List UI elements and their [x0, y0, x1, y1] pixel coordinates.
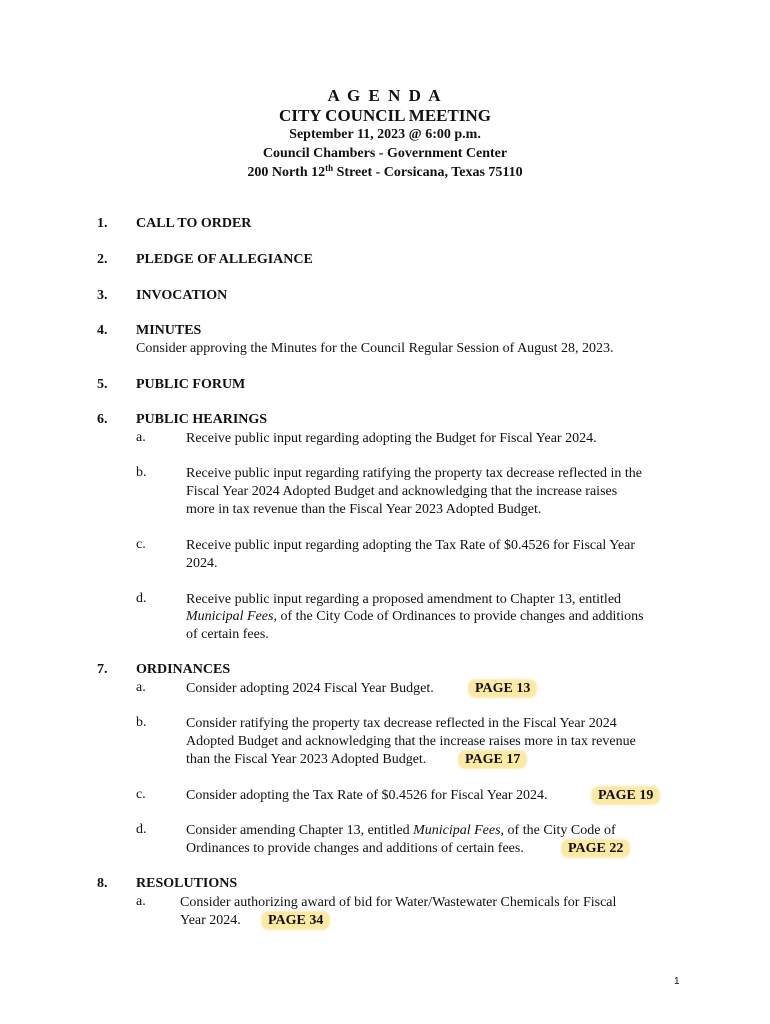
ordinance-a-line1: Consider adopting 2024 Fiscal Year Budget. [186, 681, 434, 696]
ordinance-b-line3: than the Fiscal Year 2023 Adopted Budget. [186, 752, 427, 767]
item-number: 8. [97, 876, 108, 891]
hearing-b-line2: Fiscal Year 2024 Adopted Budget and acknowledging that the increase raises [186, 484, 618, 499]
page-ref-34[interactable]: PAGE 34 [262, 912, 329, 930]
hearing-b-line1: Receive public input regarding ratifying the property tax decrease reflected in the [186, 466, 642, 481]
sub-item-letter: d. [136, 822, 147, 837]
sub-item-letter: a. [136, 680, 146, 695]
hearing-d-line1: Receive public input regarding a proposed amendment to Chapter 13, entitled [186, 592, 622, 607]
item-title-minutes: MINUTES [136, 323, 202, 338]
resolution-a-line2: Year 2024. [180, 913, 241, 928]
agenda-heading: A G E N D A [327, 86, 443, 105]
hearing-c-line1: Receive public input regarding adopting the Tax Rate of $0.4526 for Fiscal Year [186, 538, 635, 553]
item-title-public-forum: PUBLIC FORUM [136, 377, 246, 392]
sub-item-letter: c. [136, 537, 146, 552]
page-ref-19[interactable]: PAGE 19 [592, 787, 659, 805]
item-number: 6. [97, 412, 108, 427]
item-number: 5. [97, 377, 108, 392]
meeting-date: September 11, 2023 @ 6:00 p.m. [289, 127, 481, 142]
item-number: 1. [97, 216, 108, 231]
hearing-c-line2: 2024. [186, 556, 218, 571]
minutes-text: Consider approving the Minutes for the Council Regular Session of August 28, 2023. [136, 341, 614, 356]
page-ref-22[interactable]: PAGE 22 [562, 840, 629, 858]
resolution-a-line1: Consider authorizing award of bid for Water/Wastewater Chemicals for Fiscal [180, 895, 617, 910]
ordinance-c-line1: Consider adopting the Tax Rate of $0.4526 for Fiscal Year 2024. [186, 788, 548, 803]
ordinance-b-line1: Consider ratifying the property tax decrease reflected in the Fiscal Year 2024 [186, 716, 617, 731]
sub-item-letter: d. [136, 591, 147, 606]
ordinance-b-line2: Adopted Budget and acknowledging that the increase raises more in tax revenue [186, 734, 636, 749]
hearing-b-line3: more in tax revenue than the Fiscal Year 2023 Adopted Budget. [186, 502, 542, 517]
item-number: 4. [97, 323, 108, 338]
item-number: 7. [97, 662, 108, 677]
meeting-address: 200 North 12th Street - Corsicana, Texas 75110 [247, 163, 523, 180]
item-title-invocation: INVOCATION [136, 288, 228, 303]
meeting-location: Council Chambers - Government Center [262, 146, 508, 161]
meeting-title: CITY COUNCIL MEETING [279, 106, 491, 125]
page-number: 1 [674, 976, 680, 987]
item-title-ordinances: ORDINANCES [136, 662, 231, 677]
sub-item-letter: b. [136, 715, 147, 730]
hearing-a-text: Receive public input regarding adopting the Budget for Fiscal Year 2024. [186, 431, 597, 446]
item-number: 3. [97, 288, 108, 303]
ordinance-d-line2: Ordinances to provide changes and additions of certain fees. [186, 841, 524, 856]
hearing-d-line3: of certain fees. [186, 627, 269, 642]
ordinance-d-line1: Consider amending Chapter 13, entitled Municipal Fees, of the City Code of [186, 823, 616, 838]
item-title-resolutions: RESOLUTIONS [136, 876, 238, 891]
page-ref-13[interactable]: PAGE 13 [469, 680, 536, 698]
item-title-public-hearings: PUBLIC HEARINGS [136, 412, 268, 427]
hearing-d-line2: Municipal Fees, of the City Code of Ordinances to provide changes and additions [186, 609, 644, 624]
sub-item-letter: a. [136, 894, 146, 909]
page-ref-17[interactable]: PAGE 17 [459, 751, 526, 769]
item-number: 2. [97, 252, 108, 267]
sub-item-letter: c. [136, 787, 146, 802]
item-title-call-to-order: CALL TO ORDER [136, 216, 252, 231]
sub-item-letter: a. [136, 430, 146, 445]
sub-item-letter: b. [136, 465, 147, 480]
item-title-pledge: PLEDGE OF ALLEGIANCE [136, 252, 313, 267]
